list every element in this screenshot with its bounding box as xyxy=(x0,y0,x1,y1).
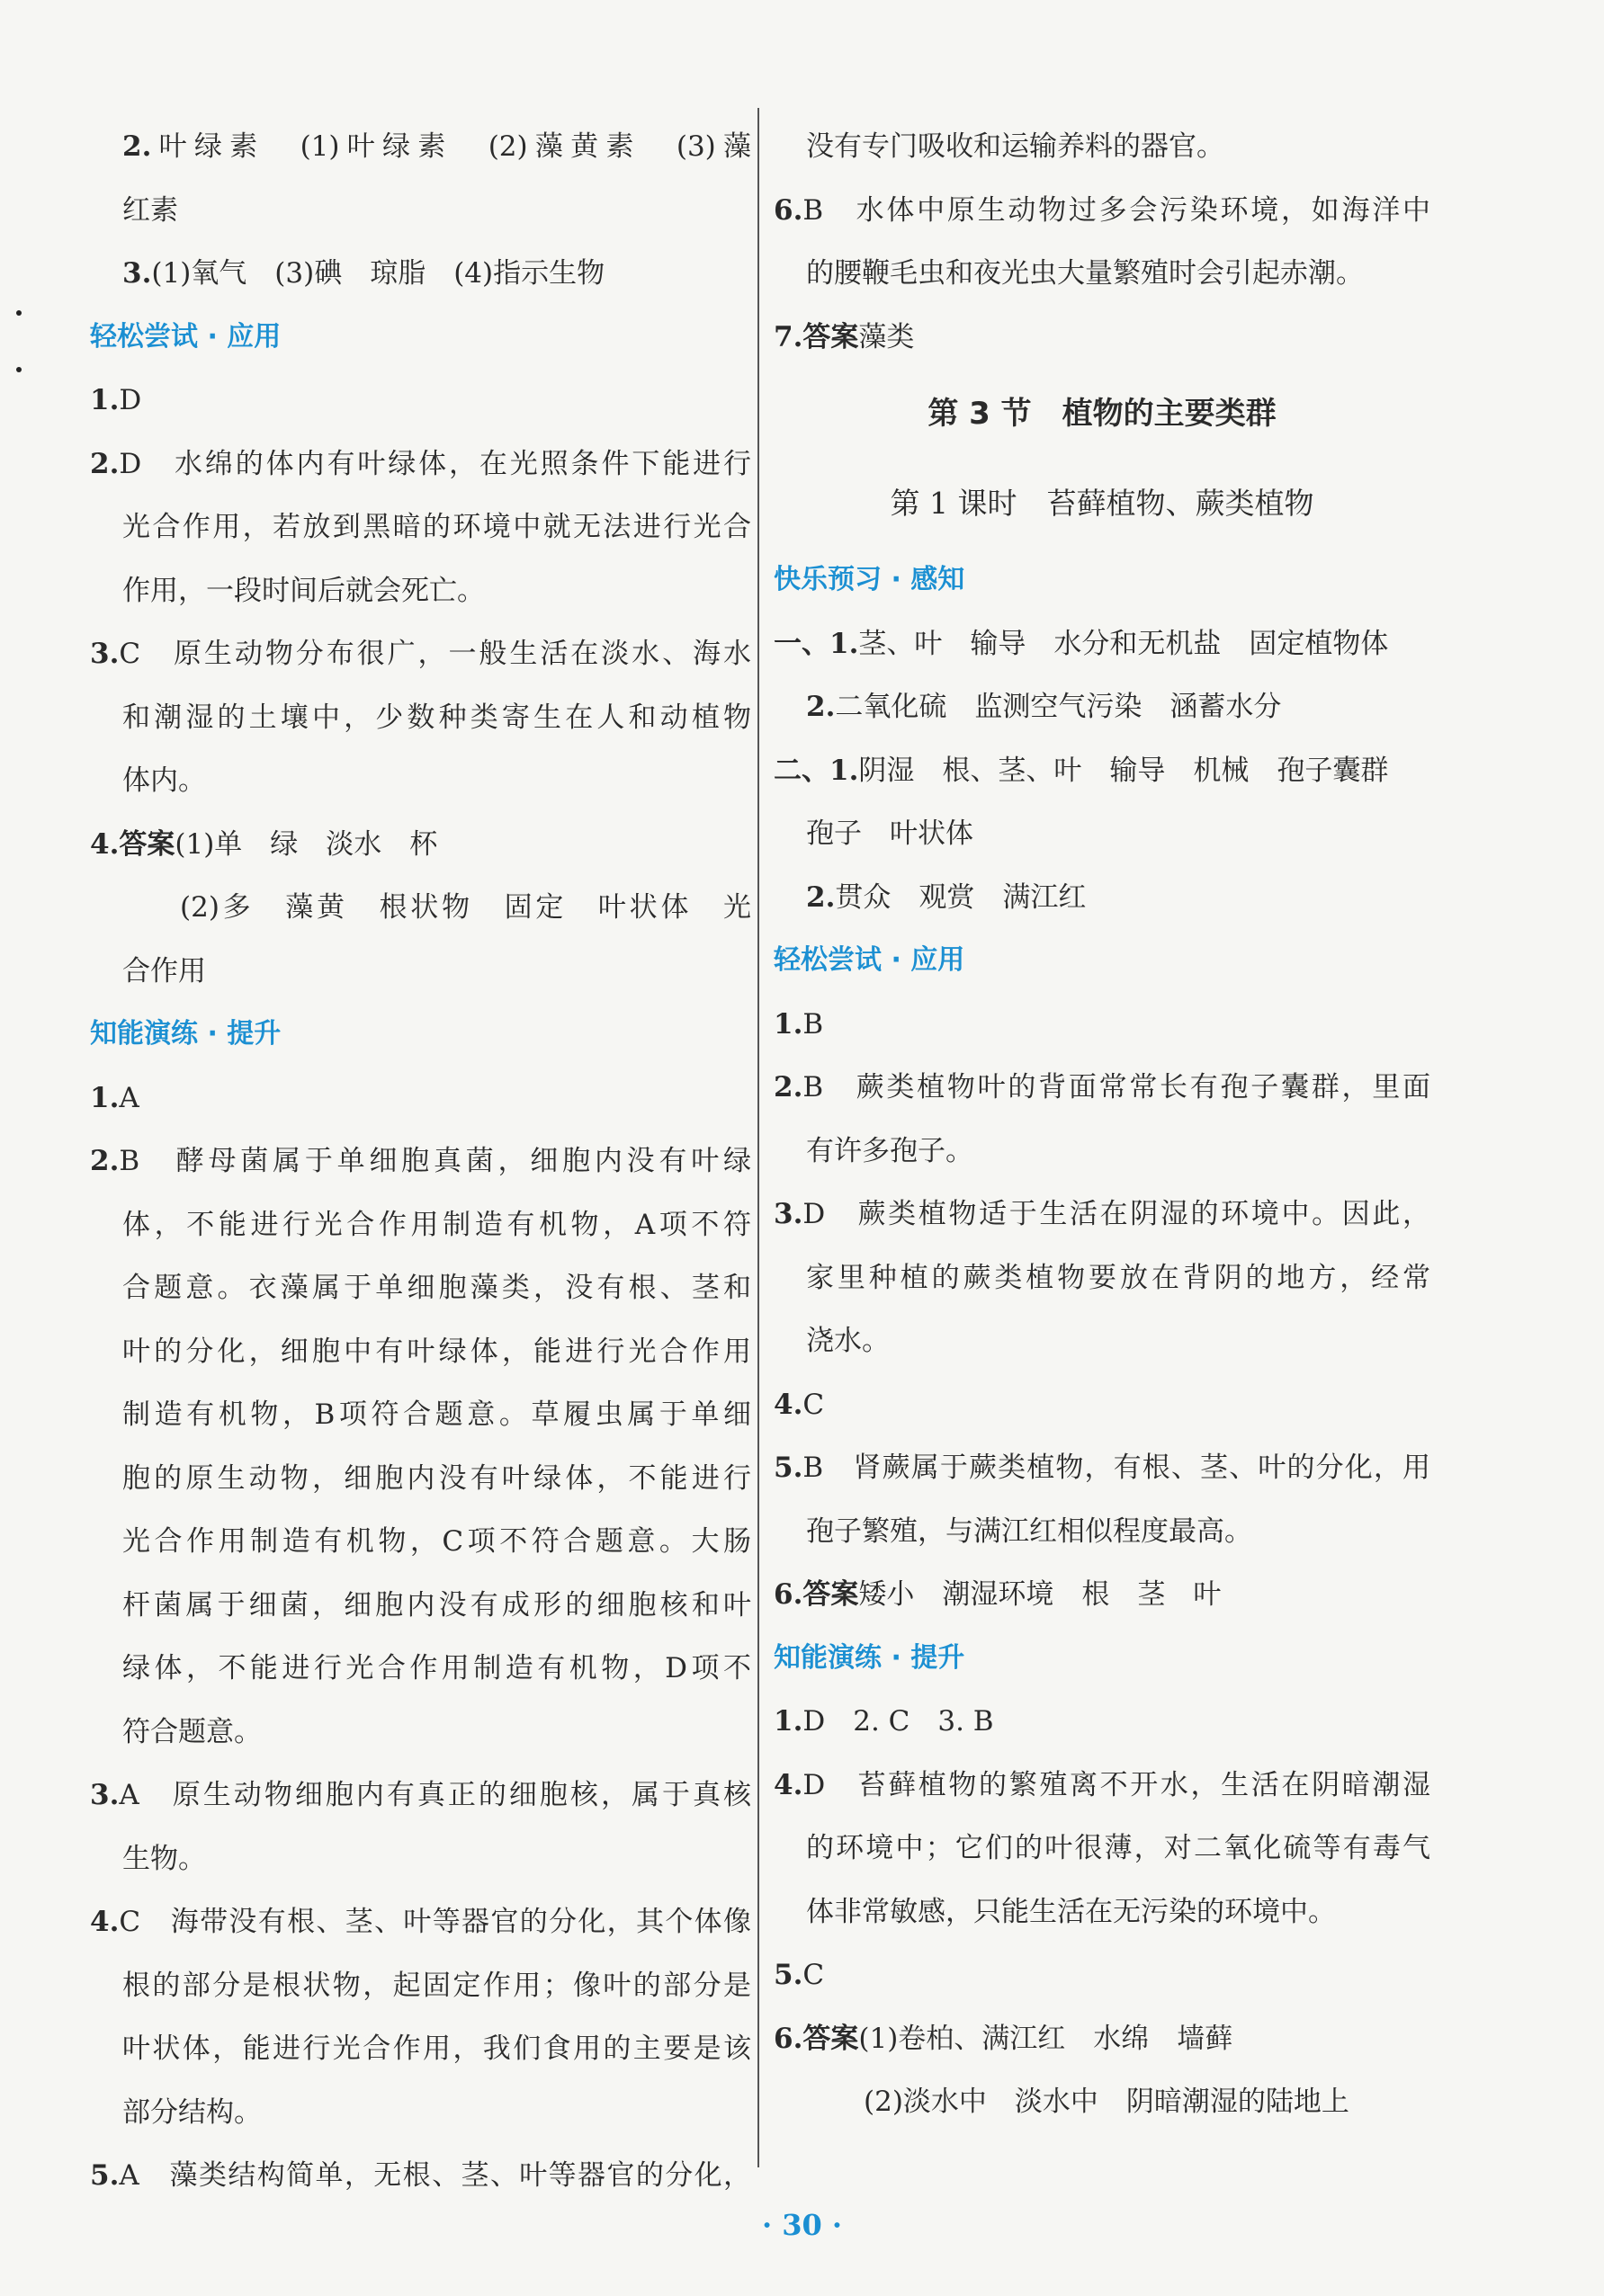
item-number: 二、1. xyxy=(774,754,859,787)
line-text: 合作用 xyxy=(122,954,206,987)
answer-line xyxy=(90,2081,751,2145)
item-number: 2. xyxy=(90,1145,120,1177)
line-text: 部分结构。 xyxy=(122,2095,262,2129)
line-text: 的腰鞭毛虫和夜光虫大量繁殖时会引起赤潮。 xyxy=(806,257,1364,290)
item-number: 1. xyxy=(774,1705,803,1738)
answer-keyword: 答案 xyxy=(119,827,175,861)
answer-line xyxy=(90,1890,751,1954)
answer-line xyxy=(90,1510,751,1574)
line-text: 阴湿 根、茎、叶 输导 机械 孢子囊群 xyxy=(858,754,1389,787)
answer-line xyxy=(90,242,751,306)
line-text: 符合题意。 xyxy=(122,1715,262,1748)
item-number: 5. xyxy=(90,2159,120,2192)
item-number: 1. xyxy=(90,384,120,416)
item-number: 4. xyxy=(90,827,120,861)
right-column xyxy=(774,115,1430,2134)
item-number: 2. xyxy=(90,447,120,480)
item-number: 3. xyxy=(90,1779,120,1811)
line-text: 孢子繁殖，与满江红相似程度最高。 xyxy=(806,1514,1252,1548)
answer-line xyxy=(774,739,1430,803)
line-text: 茎、叶 输导 水分和无机盐 固定植物体 xyxy=(858,627,1389,660)
item-number: 4. xyxy=(774,1768,803,1801)
line-text: 体内。 xyxy=(122,764,206,797)
answer-line xyxy=(90,179,751,243)
line-text: 根的部分是根状物，起固定作用；像叶的部分是 xyxy=(122,1969,751,2002)
answer-line xyxy=(774,1881,1430,1944)
answer-line xyxy=(90,369,751,433)
answer-line xyxy=(90,1827,751,1891)
line-text: D 苔藓植物的繁殖离不开水，生活在阴暗潮湿 xyxy=(802,1768,1430,1801)
answer-line xyxy=(774,1309,1430,1373)
answer-keyword: 答案 xyxy=(802,2022,859,2055)
answer-line xyxy=(774,1183,1430,1246)
line-text: B 蕨类植物叶的背面常常长有孢子囊群，里面 xyxy=(802,1071,1430,1103)
line-text: 二氧化硫 监测空气污染 涵蓄水分 xyxy=(835,691,1282,723)
page-number: · 30 · xyxy=(761,2208,843,2242)
answer-line xyxy=(774,1754,1430,1818)
line-text: B xyxy=(802,1007,824,1041)
left-column xyxy=(90,115,751,2208)
answer-line xyxy=(774,2070,1430,2134)
line-text: 浇水。 xyxy=(806,1325,890,1357)
line-text: B 水体中原生动物过多会污染环境，如海洋中 xyxy=(802,193,1430,227)
answer-line xyxy=(90,940,751,1004)
answer-line xyxy=(90,749,751,813)
answer-line xyxy=(90,2144,751,2208)
line-text: 胞的原生动物，细胞内没有叶绿体，不能进行 xyxy=(122,1461,751,1495)
line-text: 红素 xyxy=(122,193,178,227)
item-number: 2. xyxy=(806,880,836,914)
item-number: 一、1. xyxy=(774,627,859,660)
line-text: 有许多孢子。 xyxy=(806,1134,973,1167)
item-number: 3. xyxy=(90,638,120,670)
margin-mark xyxy=(16,367,22,372)
lesson-subtitle: 第 1 课时 苔藓植物、蕨类植物 xyxy=(890,486,1314,521)
item-number: 6. xyxy=(774,193,803,227)
answer-line xyxy=(90,496,751,559)
margin-mark xyxy=(16,310,22,316)
answer-line xyxy=(774,1500,1430,1564)
item-number: 5. xyxy=(774,1959,803,1991)
line-text: 绿体，不能进行光合作用制造有机物，D项不 xyxy=(122,1652,751,1684)
item-number: 1. xyxy=(774,1007,803,1041)
answer-line xyxy=(90,1764,751,1827)
line-text: (1)单 绿 淡水 杯 xyxy=(175,827,438,861)
line-text: 的环境中；它们的叶很薄，对二氧化硫等有毒气 xyxy=(806,1832,1430,1864)
answer-line xyxy=(90,1574,751,1638)
item-number: 7. xyxy=(774,320,803,353)
line-text: A 原生动物细胞内有真正的细胞核，属于真核 xyxy=(119,1779,751,1811)
line-text: (1)卷柏、满江红 水绵 墙藓 xyxy=(858,2022,1233,2055)
item-number: 6. xyxy=(774,2022,803,2055)
line-text: 家里种植的蕨类植物要放在背阴的地方，经常 xyxy=(806,1261,1430,1294)
line-text: 作用，一段时间后就会死亡。 xyxy=(122,574,485,607)
answer-line xyxy=(774,1246,1430,1310)
answer-line xyxy=(90,1256,751,1320)
answer-line xyxy=(774,306,1430,370)
answer-line xyxy=(90,876,751,940)
answer-line xyxy=(774,1056,1430,1120)
line-text: C 原生动物分布很广，一般生活在淡水、海水 xyxy=(119,638,751,670)
line-text: C xyxy=(802,1959,825,1991)
line-text: 叶状体，能进行光合作用，我们食用的主要是该 xyxy=(122,2032,751,2065)
section-heading: 知能演练 · 提升 xyxy=(774,1641,965,1674)
answer-line xyxy=(90,1067,751,1130)
line-text: 没有专门吸收和运输养料的器官。 xyxy=(806,130,1224,163)
answer-line xyxy=(90,1130,751,1193)
answer-line xyxy=(90,686,751,750)
answer-line xyxy=(90,2017,751,2081)
line-text: A 藻类结构简单，无根、茎、叶等器官的分化， xyxy=(119,2159,751,2192)
line-text: (2)多 藻黄 根状物 固定 叶状体 光 xyxy=(180,891,751,924)
answer-line xyxy=(90,1701,751,1764)
section-title: 第 3 节 植物的主要类群 xyxy=(927,396,1277,432)
line-text: 体，不能进行光合作用制造有机物，A项不符 xyxy=(122,1208,751,1241)
answer-line xyxy=(90,1447,751,1511)
section-heading: 轻松尝试 · 应用 xyxy=(774,944,965,976)
item-number: 4. xyxy=(774,1388,803,1421)
answer-line xyxy=(90,1637,751,1701)
line-text: 杆菌属于细菌，细胞内没有成形的细胞核和叶 xyxy=(122,1588,751,1621)
line-text: 制造有机物，B项符合题意。草履虫属于单细 xyxy=(122,1398,751,1431)
section-heading: 快乐预习 · 感知 xyxy=(774,564,965,595)
line-text: 叶的分化，细胞中有叶绿体，能进行光合作用 xyxy=(122,1335,751,1368)
item-number: 2. xyxy=(122,130,152,163)
line-text: 合题意。衣藻属于单细胞藻类，没有根、茎和 xyxy=(122,1272,751,1304)
answer-line xyxy=(774,1373,1430,1437)
answer-line xyxy=(774,1120,1430,1184)
answer-line xyxy=(774,2007,1430,2071)
item-number: 6. xyxy=(774,1578,803,1611)
column-divider xyxy=(757,108,759,2167)
answer-line xyxy=(774,179,1430,243)
answer-keyword: 答案 xyxy=(802,320,859,353)
item-number: 2. xyxy=(774,1071,803,1103)
answer-keyword: 答案 xyxy=(802,1578,859,1611)
line-text: D 蕨类植物适于生活在阴湿的环境中。因此， xyxy=(802,1198,1430,1230)
answer-line xyxy=(90,813,751,877)
line-text: D 水绵的体内有叶绿体，在光照条件下能进行 xyxy=(119,447,751,480)
answer-line xyxy=(774,675,1430,739)
item-number: 1. xyxy=(90,1081,120,1114)
item-number: 3. xyxy=(774,1198,803,1230)
section-heading: 知能演练 · 提升 xyxy=(90,1018,282,1050)
answer-line xyxy=(90,433,751,496)
answer-line xyxy=(90,1383,751,1447)
answer-line xyxy=(774,802,1430,866)
answer-line xyxy=(90,1954,751,2018)
answer-line xyxy=(774,1817,1430,1881)
answer-line xyxy=(90,622,751,686)
item-number: 3. xyxy=(122,257,152,290)
answer-line xyxy=(774,242,1430,306)
answer-line xyxy=(90,559,751,623)
answer-line xyxy=(774,1690,1430,1754)
line-text: A xyxy=(119,1081,139,1114)
answer-line xyxy=(774,866,1430,930)
line-text: 孢子 叶状体 xyxy=(806,817,973,850)
section-heading: 轻松尝试 · 应用 xyxy=(90,320,282,353)
line-text: B 酵母菌属于单细胞真菌，细胞内没有叶绿 xyxy=(119,1145,751,1177)
item-number: 2. xyxy=(806,691,836,723)
item-number: 4. xyxy=(90,1906,120,1938)
line-text: 体非常敏感，只能生活在无污染的环境中。 xyxy=(806,1895,1336,1928)
answer-line xyxy=(774,612,1430,676)
line-text: 叶绿素 (1)叶绿素 (2)藻黄素 (3)藻 xyxy=(151,130,751,163)
line-text: (1)氧气 (3)碘 琼脂 (4)指示生物 xyxy=(151,257,605,290)
line-text: 光合作用，若放到黑暗的环境中就无法进行光合 xyxy=(122,511,751,543)
answer-line xyxy=(90,1193,751,1257)
answer-line xyxy=(90,115,751,179)
line-text: D 2. C 3. B xyxy=(802,1705,994,1738)
line-text: B 肾蕨属于蕨类植物，有根、茎、叶的分化，用 xyxy=(802,1452,1430,1484)
line-text: (2)淡水中 淡水中 阴暗潮湿的陆地上 xyxy=(864,2086,1349,2118)
answer-line xyxy=(774,1563,1430,1627)
line-text: 和潮湿的土壤中，少数种类寄生在人和动植物 xyxy=(122,701,751,734)
line-text: 藻类 xyxy=(858,320,915,353)
line-text: C xyxy=(802,1388,825,1421)
answer-line xyxy=(774,115,1430,179)
answer-line xyxy=(774,1943,1430,2007)
answer-line xyxy=(774,1436,1430,1500)
line-text: D xyxy=(119,384,142,416)
item-number: 5. xyxy=(774,1452,803,1484)
answer-line xyxy=(774,993,1430,1057)
line-text: C 海带没有根、茎、叶等器官的分化，其个体像 xyxy=(119,1906,751,1938)
line-text: 光合作用制造有机物，C项不符合题意。大肠 xyxy=(122,1525,751,1558)
answer-line xyxy=(90,1320,751,1384)
line-text: 矮小 潮湿环境 根 茎 叶 xyxy=(858,1578,1222,1611)
line-text: 生物。 xyxy=(122,1842,206,1875)
line-text: 贯众 观赏 满江红 xyxy=(835,880,1087,914)
